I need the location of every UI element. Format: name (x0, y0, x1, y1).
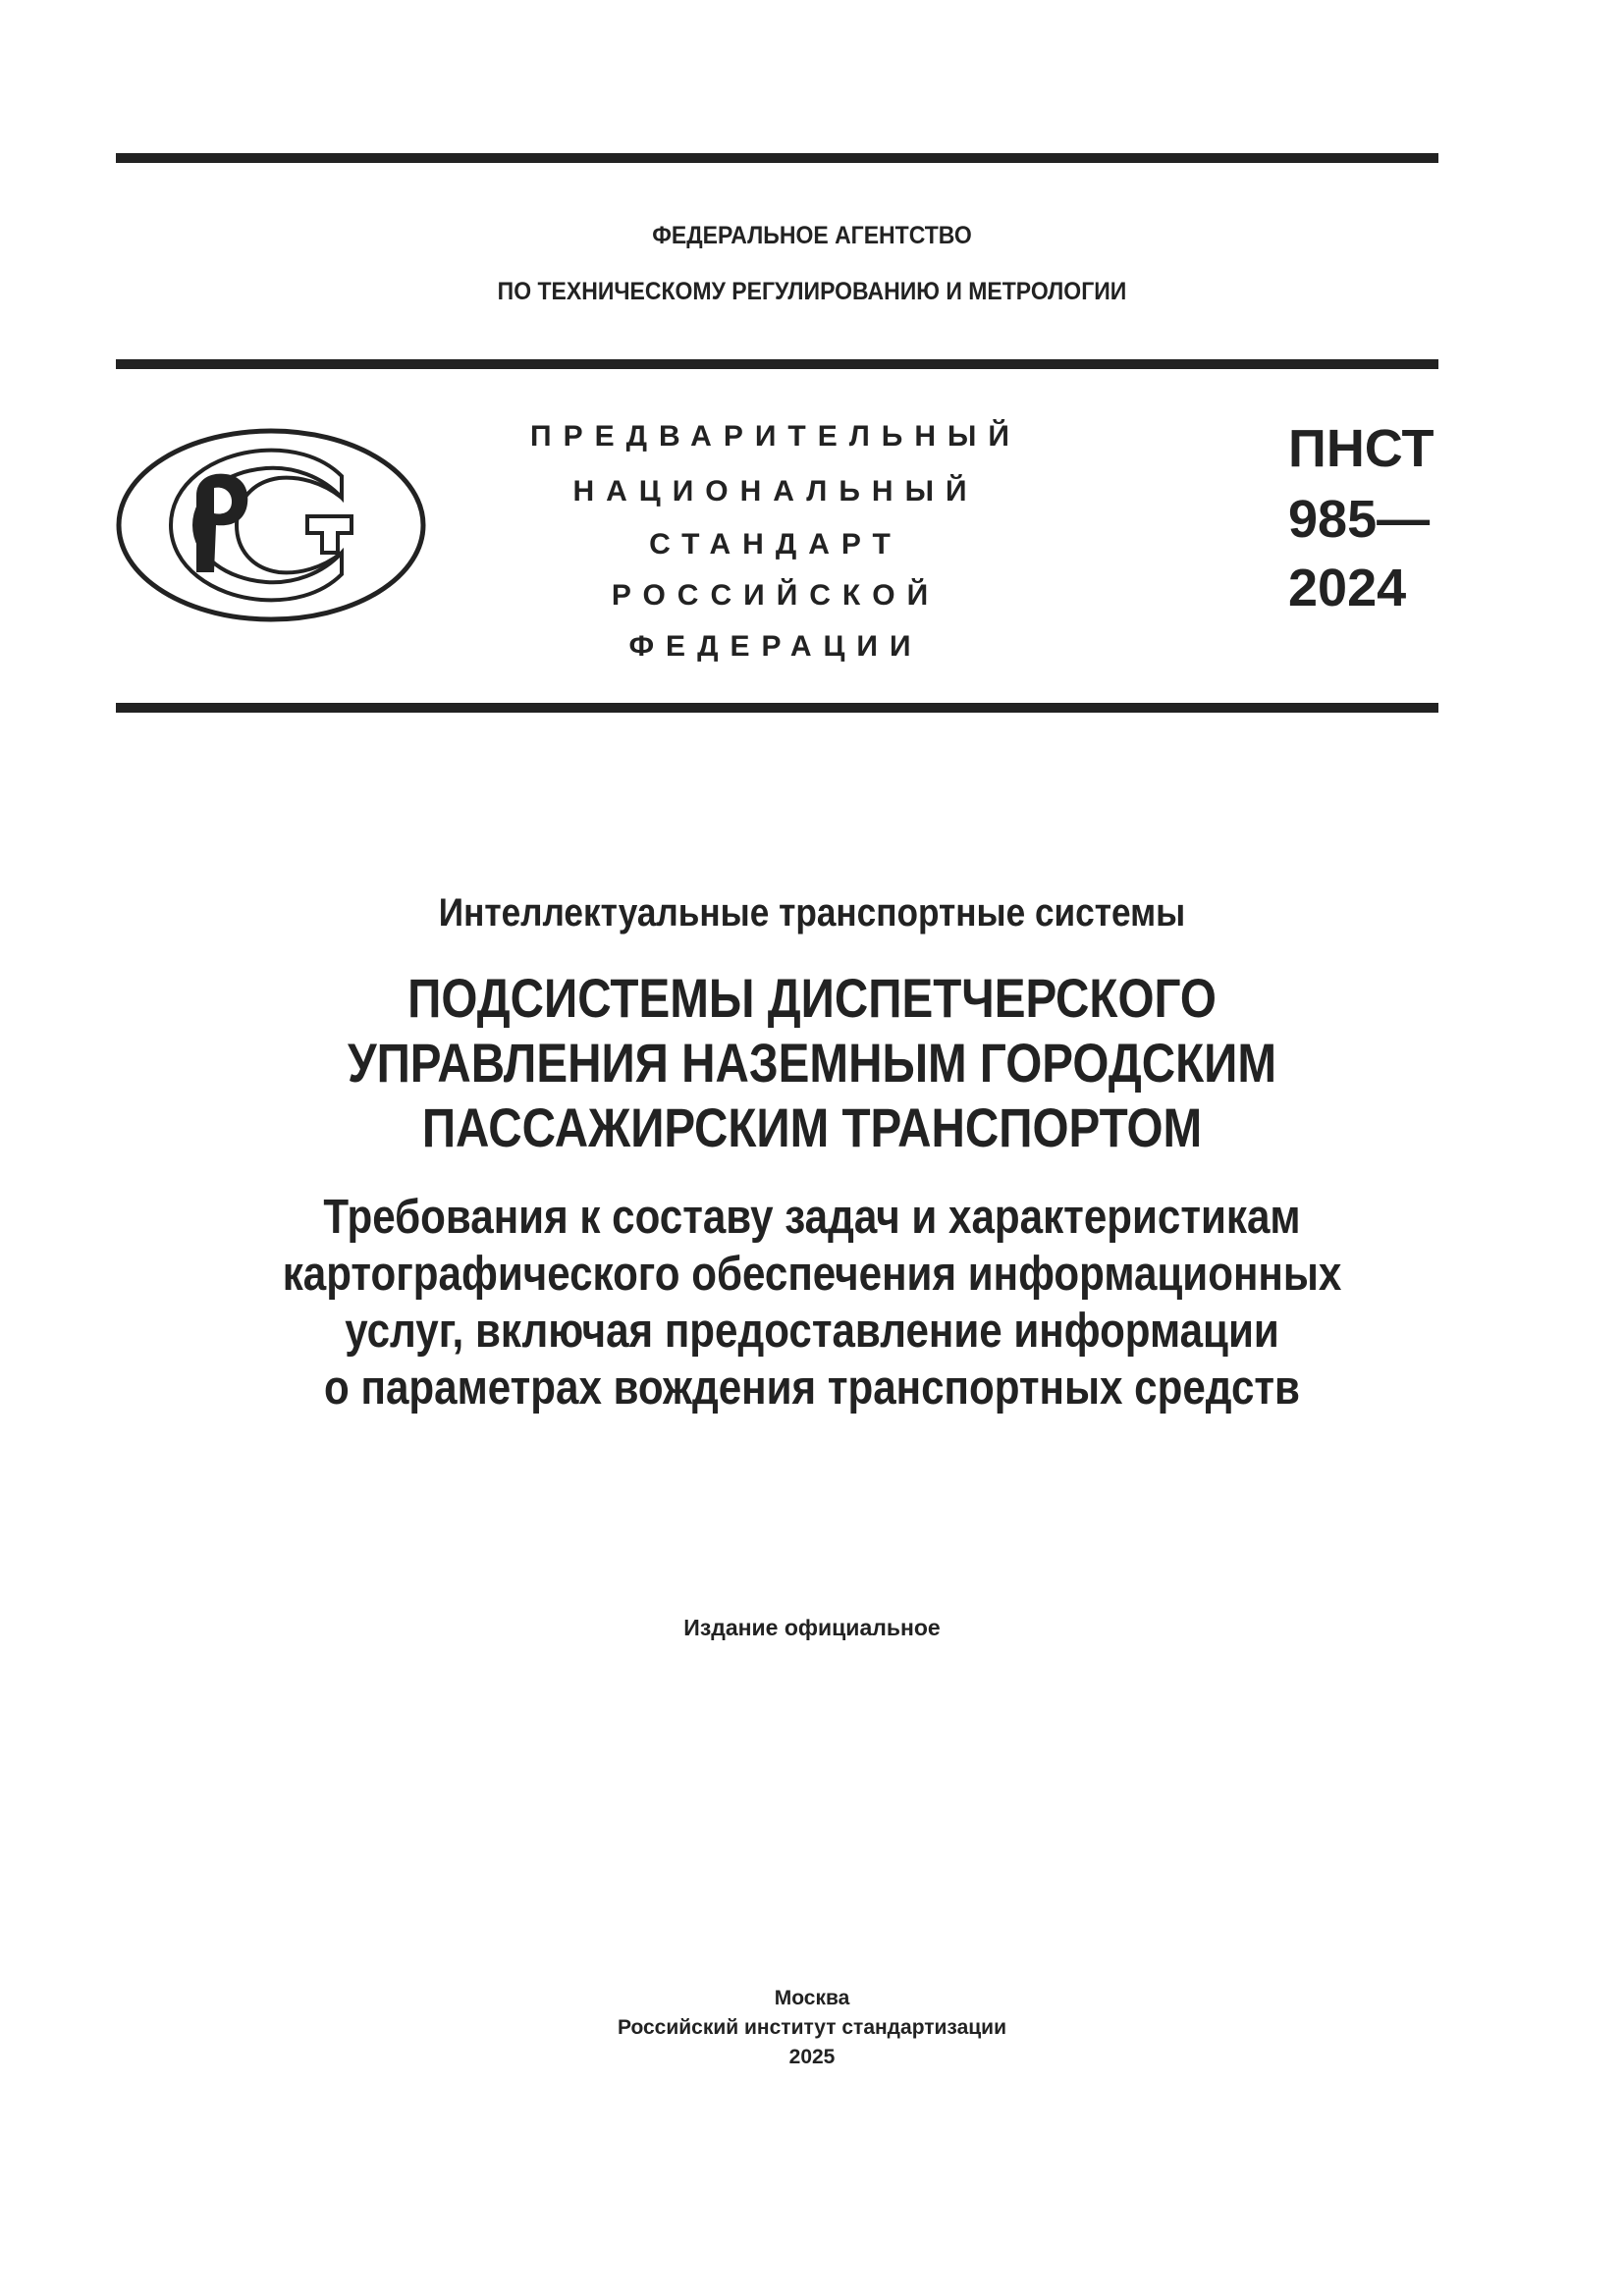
agency-divider (116, 359, 1438, 369)
official-edition-label: Издание официальное (683, 1615, 941, 1640)
imprint-publisher: Российский институт стандартизации (617, 2016, 1007, 2039)
designation-prefix: ПНСТ (1288, 419, 1435, 478)
standard-type-line: ФЕДЕРАЦИИ (628, 630, 923, 663)
imprint-city: Москва (774, 1987, 850, 2009)
subtitle-line: картографического обеспечения информационных (282, 1248, 1342, 1301)
top-divider (116, 153, 1438, 163)
standard-type-line: РОССИЙСКОЙ (611, 579, 941, 612)
subtitle-line: услуг, включая предоставление информации (345, 1305, 1279, 1358)
standard-type-line: НАЦИОНАЛЬНЫЙ (572, 475, 979, 507)
standard-type-line: ПРЕДВАРИТЕЛЬНЫЙ (530, 420, 1021, 453)
gost-r-logo-icon (114, 427, 428, 623)
document-series: Интеллектуальные транспортные системы (438, 891, 1186, 934)
title-line: УПРАВЛЕНИЯ НАЗЕМНЫМ ГОРОДСКИМ (347, 1032, 1277, 1094)
agency-name-line2: ПО ТЕХНИЧЕСКОМУ РЕГУЛИРОВАНИЮ И МЕТРОЛОГИИ (497, 278, 1127, 305)
title-line: ПАССАЖИРСКИМ ТРАНСПОРТОМ (421, 1096, 1203, 1158)
standard-type-line: СТАНДАРТ (649, 528, 902, 561)
designation-year: 2024 (1288, 559, 1407, 617)
subtitle-line: о параметрах вождения транспортных средств (324, 1362, 1300, 1415)
designation-number: 985— (1288, 490, 1431, 549)
imprint-year: 2025 (788, 2046, 836, 2068)
title-line: ПОДСИСТЕМЫ ДИСПЕТЧЕРСКОГО (407, 967, 1217, 1029)
header-bottom-divider (116, 703, 1438, 713)
agency-name-line1: ФЕДЕРАЛЬНОЕ АГЕНТСТВО (652, 222, 972, 249)
subtitle-line: Требования к составу задач и характеристикам (323, 1191, 1301, 1244)
